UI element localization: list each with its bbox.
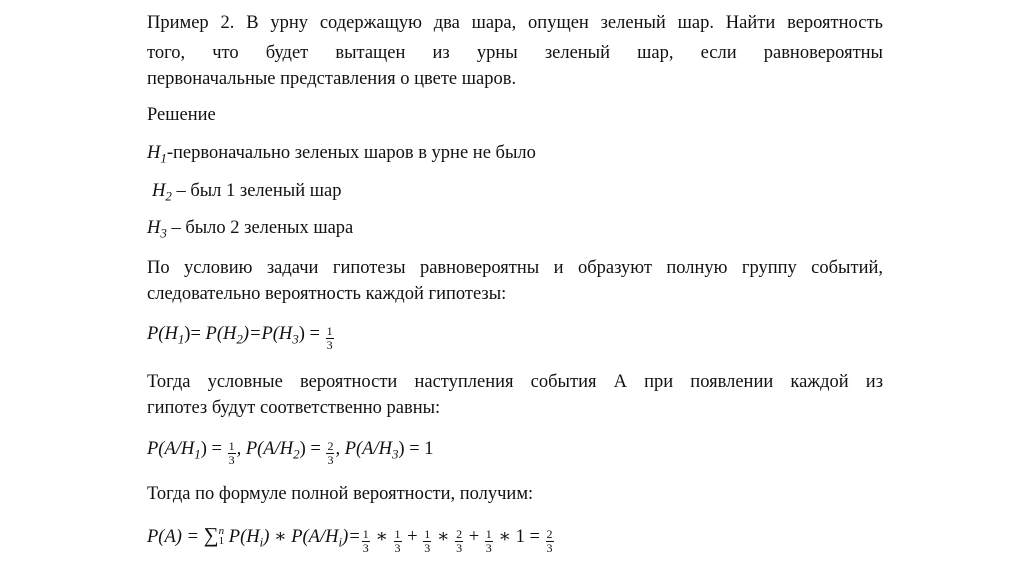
hypothesis-3-text: – было 2 зеленых шара (166, 218, 354, 238)
hypothesis-1-text: -первоначально зеленых шаров в урне не было (166, 143, 536, 163)
fraction-one-third: $\frac{1}{3}$ (326, 324, 333, 353)
formula-total-probability: P(A) = ∑ n 1 $P(H_i)$ ∗ $P(A/H_i)=$ $\frac{1}{3}$ ∗ $\frac{1}{3}$ + $\frac{1}{3}$ ∗ $\frac{2}{3}$ + $\frac{1}{3}$ ∗ 1 = $\frac{2}{3}$ (147, 523, 553, 556)
hypothesis-3-index: 3 (160, 225, 167, 241)
hypothesis-2-symbol: H (152, 181, 166, 201)
sum-symbol: ∑ (203, 523, 219, 547)
hypothesis-3-symbol: H (147, 218, 161, 238)
condition-line-2: следовательно вероятность каждой гипотезы: (147, 284, 507, 304)
hypothesis-1-index: 1 (160, 150, 167, 166)
problem-line-2: того, что будет вытащен из урны зеленый шар, если равновероятны (147, 43, 883, 63)
formula-equal-probabilities: $P(H_1)= P(H_2)=P(H_3)$ = $\frac{1}{3}$ (147, 324, 333, 353)
problem-line-1: Пример 2. В урну содержащую два шара, опущен зеленый шар. Найти вероятность (147, 13, 883, 33)
then-line-3: Тогда по формуле полной вероятности, получим: (147, 484, 534, 504)
then-line-1: Тогда условные вероятности наступления события А при появлении каждой из (147, 372, 883, 392)
then-line-2: гипотез будут соответственно равны: (147, 398, 441, 418)
hypothesis-3 (147, 217, 353, 239)
solution-heading: Решение (147, 105, 216, 125)
condition-line-1: По условию задачи гипотезы равновероятны и образуют полную группу событий, (147, 258, 883, 278)
hypothesis-2 (152, 180, 341, 202)
hypothesis-1-symbol: H (147, 143, 161, 163)
formula-conditional-probabilities: $P(A/H_1)$ = $\frac{1}{3}$ , $P(A/H_2)$ = $\frac{2}{3}$ , $P(A/H_3) = 1$ (147, 439, 434, 468)
hypothesis-2-text: – был 1 зеленый шар (171, 181, 342, 201)
hypothesis-2-index: 2 (165, 188, 172, 204)
hypothesis-1 (147, 142, 536, 164)
problem-line-3: первоначальные представления о цвете шаров. (147, 69, 517, 89)
